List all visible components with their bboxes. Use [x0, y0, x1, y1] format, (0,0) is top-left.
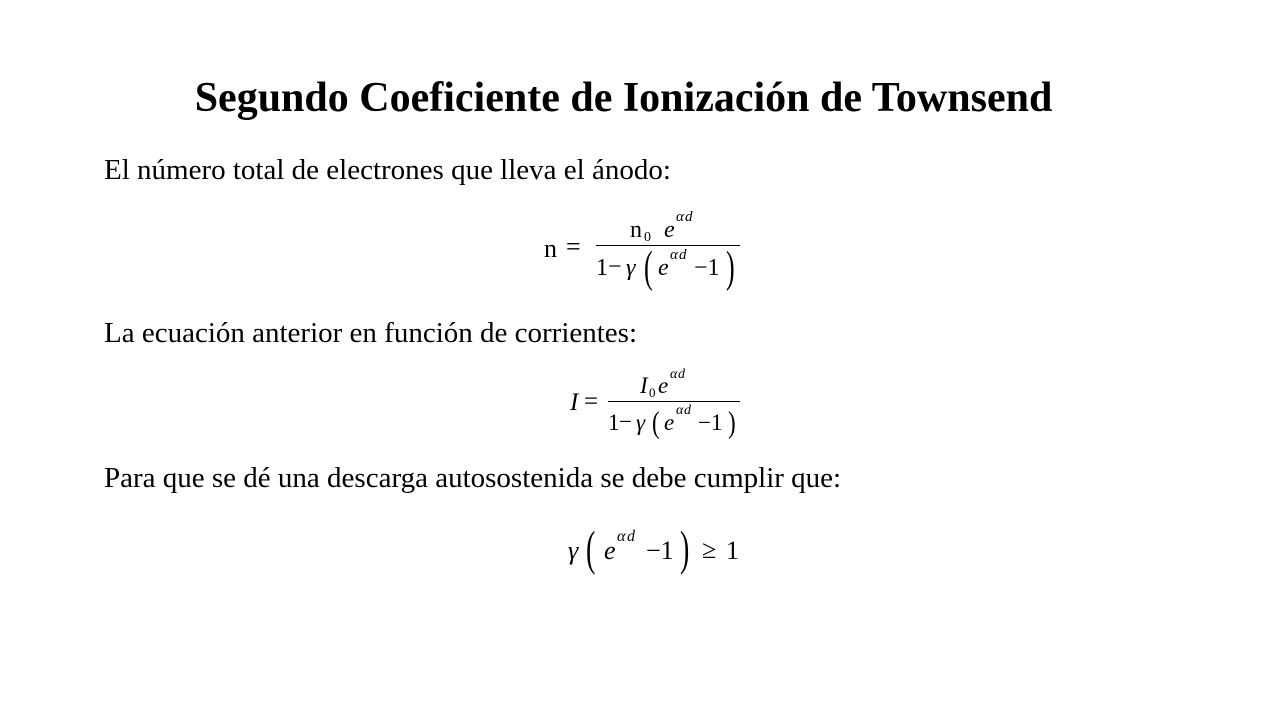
slide-title: Segundo Coeficiente de Ionización de Townsend	[194, 75, 1053, 121]
eq1-fraction-bar	[596, 245, 740, 246]
eq3-geq: ≥	[702, 535, 717, 564]
eq2-num-e: e	[658, 373, 669, 398]
eq2-fraction-bar	[608, 401, 740, 402]
eq3-rhs: 1	[726, 536, 739, 565]
eq3-e: e	[604, 536, 616, 565]
eq1-den-exp-d: d	[679, 247, 687, 263]
eq1-den-e: e	[658, 255, 669, 281]
eq2-den-gamma: γ	[636, 410, 646, 435]
eq1-den-minus: −	[608, 254, 622, 280]
eq2-den-e: e	[664, 410, 675, 435]
eq3-right-paren: )	[680, 522, 690, 577]
eq2-den-minus-one: −1	[698, 410, 723, 435]
eq1-den-left-paren: (	[644, 242, 653, 292]
eq3-left-paren: (	[586, 522, 596, 577]
eq1-den-minus-one: −1	[694, 255, 720, 281]
eq1-den-exp-alpha: α	[670, 247, 678, 263]
paragraph-self-sustained-condition: Para que se dé una descarga autosostenida se debe cumplir que:	[104, 462, 842, 494]
eq3-gamma: γ	[568, 536, 579, 565]
equation-current	[568, 368, 742, 444]
eq2-den-right-paren: )	[728, 405, 736, 440]
eq3-exp-d: d	[627, 528, 635, 545]
paragraph-current-equation: La ecuación anterior en función de corrientes:	[104, 317, 638, 349]
eq2-den-exp-alpha: α	[676, 403, 684, 418]
eq1-den-right-paren: )	[726, 242, 735, 292]
eq2-num-exp-d: d	[678, 367, 685, 382]
eq2-num-subscript: 0	[649, 385, 656, 400]
eq2-den-left-paren: (	[652, 405, 660, 440]
eq2-den-minus: −	[619, 409, 632, 434]
eq1-den-gamma: γ	[626, 255, 636, 281]
eq1-num-exp-alpha: α	[676, 209, 684, 225]
eq1-num-subscript: 0	[644, 230, 651, 245]
eq1-den-one: 1	[596, 255, 608, 281]
eq1-num-e: e	[664, 217, 675, 243]
eq2-num-I: I	[640, 373, 648, 398]
eq1-lhs: n	[544, 234, 557, 263]
eq1-num-exp-d: d	[685, 209, 693, 225]
eq3-minus-one: −1	[646, 536, 674, 565]
eq2-den-one: 1	[608, 410, 620, 435]
equation-self-sustained	[566, 524, 746, 580]
eq2-num-exp-alpha: α	[670, 367, 678, 382]
equation-electron-count	[544, 210, 744, 296]
eq2-equals: =	[584, 388, 599, 415]
paragraph-electron-count: El número total de electrones que lleva el ánodo:	[104, 154, 671, 186]
eq2-lhs: I	[570, 389, 579, 416]
eq3-exp-alpha: α	[617, 528, 626, 545]
eq2-den-exp-d: d	[684, 403, 691, 418]
eq1-num-n: n	[630, 217, 642, 243]
eq1-equals: =	[566, 232, 581, 261]
